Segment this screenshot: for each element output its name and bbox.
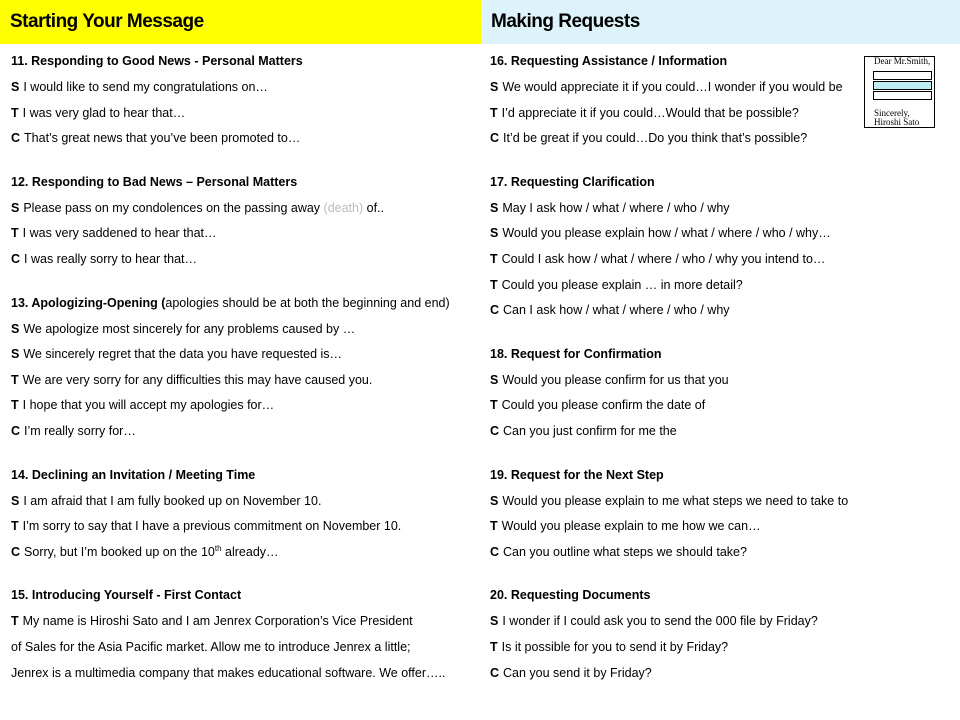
- phrase-line: [11, 345, 479, 363]
- phrase-text: I was very glad to hear that…: [22, 105, 186, 120]
- phrase-line: [490, 422, 864, 440]
- register-tag: S: [490, 372, 499, 387]
- section-16: [490, 52, 864, 147]
- register-tag: T: [490, 398, 498, 413]
- phrase-line: [490, 517, 864, 535]
- phrase-line: [490, 543, 864, 561]
- register-tag: C: [490, 665, 500, 680]
- ordinal-suffix: th: [214, 543, 222, 553]
- phrase-text: Sorry, but I’m booked up on the 10: [24, 544, 215, 559]
- letter-line: [873, 71, 932, 80]
- section-title: 20. Requesting Documents: [490, 588, 651, 603]
- register-tag: C: [11, 131, 21, 146]
- phrase-text: Can I ask how / what / where / who / why: [503, 303, 730, 318]
- register-tag: C: [490, 423, 500, 438]
- register-tag: T: [490, 105, 498, 120]
- phrase-text: Can you send it by Friday?: [503, 665, 652, 680]
- section-title: 16. Requesting Assistance / Information: [490, 54, 728, 68]
- section-14: [11, 466, 479, 561]
- register-tag: T: [11, 398, 19, 413]
- register-tag: S: [11, 493, 20, 508]
- phrase-line: [11, 320, 479, 338]
- phrase-text: Would you please explain how / what / where / who / why…: [502, 226, 831, 241]
- section-title: 17. Requesting Clarification: [490, 174, 655, 189]
- letter-line-highlight: [873, 81, 932, 90]
- phrase-text: Jenrex is a multimedia company that makes educational software. We offer…..: [11, 665, 446, 680]
- phrase-line: [11, 371, 479, 389]
- phrase-line: [11, 78, 479, 96]
- register-tag: S: [11, 80, 20, 94]
- phrase-line: [490, 104, 864, 122]
- phrase-text: We would appreciate it if you could…I wonder if you would be: [502, 80, 843, 94]
- phrase-text: We are very sorry for any difficulties this may have caused you.: [22, 372, 373, 387]
- phrase-text: That’s great news that you’ve been promoted to…: [24, 131, 301, 146]
- register-tag: S: [11, 321, 20, 336]
- phrase-line: [11, 422, 479, 440]
- letter-icon: [864, 56, 935, 128]
- section-title: 14. Declining an Invitation / Meeting Time: [11, 467, 256, 482]
- phrase-text: I’m sorry to say that I have a previous commitment on November 10.: [22, 519, 402, 534]
- phrase-text: Is it possible for you to send it by Friday?: [501, 639, 729, 654]
- phrase-text: of Sales for the Asia Pacific market. Allow me to introduce Jenrex a little;: [11, 639, 411, 654]
- phrase-text: Would you please confirm for us that you: [502, 372, 729, 387]
- phrase-line: [490, 250, 864, 268]
- section-18: [490, 345, 864, 440]
- phrase-text-end: of..: [363, 200, 384, 215]
- section-20: [490, 586, 864, 681]
- phrase-line: [11, 543, 479, 561]
- register-tag: S: [490, 614, 499, 629]
- phrase-line: [490, 612, 864, 630]
- right-column: [490, 52, 864, 707]
- header-making-requests: [481, 0, 960, 44]
- phrase-text: I’d appreciate it if you could…Would that be possible?: [501, 105, 799, 120]
- phrase-text: Could you please confirm the date of: [501, 398, 706, 413]
- phrase-line: [11, 664, 479, 682]
- register-tag: C: [490, 131, 500, 146]
- phrase-line: [11, 224, 479, 242]
- register-tag: S: [490, 80, 499, 94]
- section-title-note: apologies should be at both the beginning and end): [165, 295, 450, 310]
- phrase-text: Could you please explain … in more detail?: [501, 277, 743, 292]
- phrase-line: [490, 129, 864, 147]
- phrase-line: [490, 78, 864, 96]
- phrase-text: I wonder if I could ask you to send the 000 file by Friday?: [502, 614, 818, 629]
- section-title: 12. Responding to Bad News – Personal Matters: [11, 174, 298, 189]
- letter-greeting: Dear Mr.Smith,: [874, 56, 931, 66]
- header-right-title: Making Requests: [491, 11, 640, 32]
- register-tag: S: [490, 226, 499, 241]
- phrase-text: I was really sorry to hear that…: [24, 251, 198, 266]
- phrase-text: We sincerely regret that the data you have requested is…: [23, 347, 343, 362]
- register-tag: T: [11, 519, 19, 534]
- phrase-line: [490, 638, 864, 656]
- phrase-text-end: already…: [221, 544, 279, 559]
- register-tag: S: [11, 200, 20, 215]
- phrase-line: [490, 224, 864, 242]
- register-tag: S: [490, 200, 499, 215]
- phrase-line: [490, 664, 864, 682]
- phrase-line: [11, 104, 479, 122]
- register-tag: C: [11, 251, 21, 266]
- phrase-line: [490, 199, 864, 217]
- phrase-text: May I ask how / what / where / who / why: [502, 200, 730, 215]
- register-tag: T: [490, 251, 498, 266]
- phrase-text: Could I ask how / what / where / who / why you intend to…: [501, 251, 826, 266]
- header-starting-your-message: [0, 0, 481, 44]
- register-tag: T: [490, 277, 498, 292]
- phrase-text: I hope that you will accept my apologies for…: [22, 398, 275, 413]
- phrase-text: I would like to send my congratulations on…: [23, 80, 268, 94]
- register-tag: C: [11, 423, 21, 438]
- section-13: [11, 294, 479, 440]
- phrase-note: (death): [323, 200, 364, 215]
- register-tag: S: [490, 493, 499, 508]
- phrase-line: [490, 492, 864, 510]
- section-title: 18. Request for Confirmation: [490, 346, 662, 361]
- section-19: [490, 466, 864, 561]
- section-title-bold: 13. Apologizing-Opening (: [11, 295, 166, 310]
- phrase-line: [11, 129, 479, 147]
- phrase-line: [490, 276, 864, 294]
- phrase-line: [11, 250, 479, 268]
- register-tag: S: [11, 347, 20, 362]
- section-17: [490, 173, 864, 319]
- left-column: [11, 52, 479, 707]
- phrase-text: We apologize most sincerely for any problems caused by …: [23, 321, 356, 336]
- phrase-line: [11, 612, 479, 630]
- phrase-text: My name is Hiroshi Sato and I am Jenrex Corporation’s Vice President: [22, 614, 413, 629]
- phrase-text: Please pass on my condolences on the passing away: [23, 200, 324, 215]
- register-tag: T: [11, 105, 19, 120]
- phrase-line: [11, 638, 479, 656]
- phrase-text: I’m really sorry for…: [24, 423, 136, 438]
- register-tag: T: [11, 226, 19, 241]
- phrase-text: It’d be great if you could…Do you think that’s possible?: [503, 131, 808, 146]
- phrase-text: I was very saddened to hear that…: [22, 226, 217, 241]
- register-tag: T: [11, 614, 19, 629]
- section-title: 15. Introducing Yourself - First Contact: [11, 588, 242, 603]
- phrase-text: Can you outline what steps we should take?: [503, 544, 747, 559]
- section-15: [11, 586, 479, 681]
- register-tag: C: [490, 544, 500, 559]
- letter-line: [873, 91, 932, 100]
- phrase-text: I am afraid that I am fully booked up on November 10.: [23, 493, 322, 508]
- phrase-text: Would you please explain to me how we can…: [501, 519, 761, 534]
- register-tag: T: [11, 372, 19, 387]
- phrase-text: Can you just confirm for me the: [503, 423, 677, 438]
- section-title: 19. Request for the Next Step: [490, 467, 664, 482]
- phrase-line: [490, 396, 864, 414]
- phrase-line: [11, 199, 479, 217]
- letter-closing: Sincerely, Hiroshi Sato: [874, 108, 920, 127]
- section-title: [11, 294, 479, 312]
- register-tag: T: [490, 639, 498, 654]
- section-11: [11, 52, 479, 147]
- phrase-line: [11, 492, 479, 510]
- register-tag: C: [11, 544, 21, 559]
- section-title: 11. Responding to Good News - Personal Matters: [11, 54, 303, 68]
- phrase-line: [490, 371, 864, 389]
- phrase-line: [11, 396, 479, 414]
- register-tag: T: [490, 519, 498, 534]
- phrase-line: [11, 517, 479, 535]
- phrase-text: Would you please explain to me what steps we need to take to: [502, 493, 849, 508]
- section-12: [11, 173, 479, 268]
- phrase-line: [490, 301, 864, 319]
- header-left-title: Starting Your Message: [10, 11, 204, 32]
- register-tag: C: [490, 303, 500, 318]
